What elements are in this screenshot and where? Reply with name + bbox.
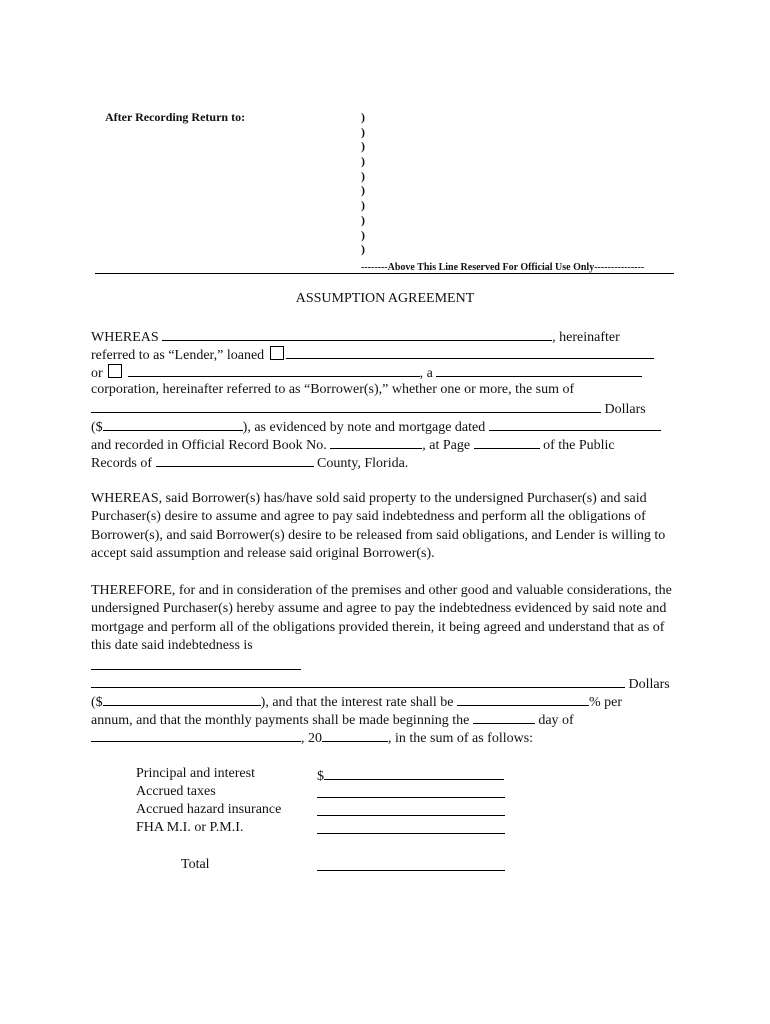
text: annum, and that the monthly payments shall be made beginning the <box>91 713 470 728</box>
whereas1-line6 <box>91 417 661 437</box>
therefore-line1 <box>91 656 301 676</box>
text: , in the sum of as follows: <box>388 731 534 746</box>
whereas1-line8 <box>91 453 408 473</box>
text: , at Page <box>422 438 471 453</box>
payment-label: Accrued taxes <box>136 784 216 799</box>
corporation-state-blank[interactable] <box>436 363 642 377</box>
page-number-blank[interactable] <box>474 435 540 449</box>
text: Dollars <box>628 677 670 692</box>
whereas1-line3 <box>91 363 642 383</box>
paren: ) <box>361 139 365 154</box>
text: of the Public <box>543 438 615 453</box>
taxes-blank[interactable] <box>317 783 505 798</box>
mi-blank[interactable] <box>317 819 505 834</box>
paren: ) <box>361 183 365 198</box>
text: referred to as “Lender,” loaned <box>91 348 265 363</box>
principal-blank[interactable] <box>324 765 504 780</box>
insurance-blank[interactable] <box>317 801 505 816</box>
start-month-blank[interactable] <box>91 728 301 742</box>
whereas1-line5 <box>91 399 646 419</box>
paren: ) <box>361 110 365 124</box>
official-use-note: --------Above This Line Reserved For Official Use Only--------------- <box>361 262 645 273</box>
paren: ) <box>361 124 365 139</box>
text: County, Florida. <box>317 456 409 471</box>
indebtedness-amount-blank[interactable] <box>103 692 261 706</box>
loaned-to-blank[interactable] <box>286 345 654 359</box>
payment-value <box>317 819 505 840</box>
paren: ) <box>361 212 365 227</box>
indebtedness-blank[interactable] <box>91 656 301 670</box>
currency-symbol: $ <box>317 769 324 784</box>
text: and recorded in Official Record Book No. <box>91 438 327 453</box>
paren: ) <box>361 154 365 169</box>
document-title: ASSUMPTION AGREEMENT <box>295 291 475 306</box>
whereas2-paragraph: WHEREAS, said Borrower(s) has/have sold said property to the undersigned Purchaser(s) and said Purchaser(s) desire to assume and agree to pay said indebtedness and perform all the obligations of Borrower(s), and said Borrower(s) desire to be released from said obligations, and Lender is willing to accept said assumption and release said original Borrower(s). <box>91 491 666 561</box>
payment-label: Principal and interest <box>136 766 255 781</box>
interest-rate-blank[interactable] <box>457 692 589 706</box>
text: , a <box>419 366 433 381</box>
indebtedness-words-blank[interactable] <box>91 674 625 688</box>
total-blank[interactable] <box>317 856 505 871</box>
paren: ) <box>361 198 365 213</box>
borrower-name-blank[interactable] <box>128 363 420 377</box>
text: WHEREAS <box>91 330 159 345</box>
paren: ) <box>361 168 365 183</box>
recording-parentheses <box>361 110 365 257</box>
text: ), as evidenced by note and mortgage dated <box>242 420 486 435</box>
text: , hereinafter <box>552 330 620 345</box>
therefore-paragraph: THEREFORE, for and in consideration of the premises and other good and valuable considerations, the undersigned Purchaser(s) hereby assume and agree to pay the indebtedness evidenced by said note and mortgage and perform all of the obligations provided therein, it being agreed and understand that as of this date said indebtedness is <box>91 583 672 653</box>
or-checkbox[interactable] <box>108 364 122 378</box>
county-blank[interactable] <box>156 453 314 467</box>
sum-words-blank[interactable] <box>91 399 601 413</box>
paren: ) <box>361 227 365 242</box>
payment-label: FHA M.I. or P.M.I. <box>136 820 244 835</box>
whereas1-line7 <box>91 435 615 455</box>
whereas1-line1 <box>91 327 620 347</box>
text: ($ <box>91 695 103 710</box>
payment-label: Accrued hazard insurance <box>136 802 282 817</box>
start-year-blank[interactable] <box>322 728 388 742</box>
start-day-blank[interactable] <box>473 710 535 724</box>
therefore-line4 <box>91 710 574 730</box>
text: ($ <box>91 420 103 435</box>
mortgage-date-blank[interactable] <box>489 417 661 431</box>
text: ), and that the interest rate shall be <box>260 695 454 710</box>
recording-return-label: After Recording Return to: <box>105 110 246 124</box>
official-use-rule <box>95 273 674 274</box>
whereas1-line2 <box>91 345 654 365</box>
sum-amount-blank[interactable] <box>103 417 243 431</box>
text: or <box>91 366 103 381</box>
lender-name-blank[interactable] <box>162 327 552 341</box>
text: Records of <box>91 456 153 471</box>
therefore-line2 <box>91 674 670 694</box>
total-label: Total <box>181 857 210 872</box>
text: Dollars <box>604 402 646 417</box>
loaned-checkbox[interactable] <box>270 346 284 360</box>
therefore-line5 <box>91 728 533 748</box>
text: , 20 <box>301 731 322 746</box>
paren: ) <box>361 242 365 257</box>
therefore-line3 <box>91 692 622 712</box>
text: day of <box>538 713 574 728</box>
payment-value <box>317 856 505 877</box>
record-book-blank[interactable] <box>330 435 422 449</box>
text: % per <box>589 695 623 710</box>
whereas1-line4: corporation, hereinafter referred to as “Borrower(s),” whether one or more, the sum of <box>91 382 575 397</box>
